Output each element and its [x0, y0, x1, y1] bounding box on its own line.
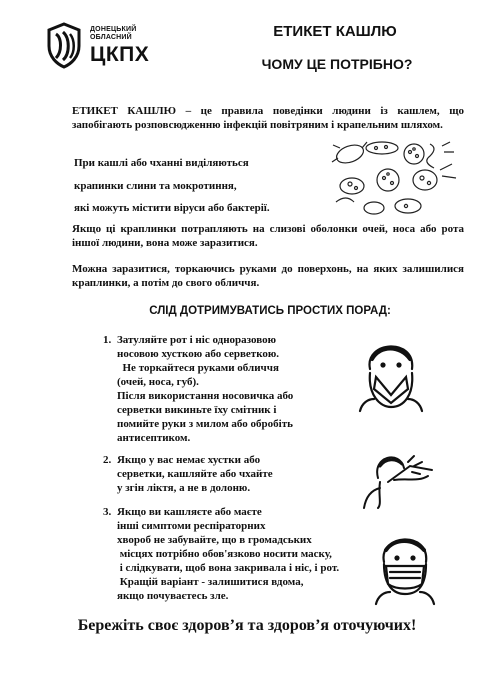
- tip-text: Якщо ви кашляєте або маєте інші симптоми респіраторних хвороб не забувайте, що в громадських місцях потрібно обов'язково носити маску, і слідкувати, щоб вона закривала і ніс, і рот. Кращій варіант - залишитися вдома, якщо почуваєтесь зле.: [117, 506, 340, 602]
- cough-line-3: які можуть містити віруси або бактерії.: [74, 202, 270, 214]
- tip-number: 3.: [103, 506, 112, 518]
- org-line-1: ДОНЕЦЬКИЙ: [90, 26, 137, 33]
- page-title: ЕТИКЕТ КАШЛЮ: [273, 23, 397, 40]
- logo-emblem-icon: [46, 22, 82, 68]
- cough-line-2: крапинки слини та мокротиння,: [74, 180, 237, 192]
- org-abbreviation: ЦКПХ: [90, 43, 150, 66]
- microbes-illustration: [330, 136, 462, 220]
- tip-number: 1.: [103, 334, 112, 346]
- footer-slogan: Бережіть своє здоров’я та здоров’я оточуючих!: [77, 617, 417, 634]
- logo-text-small: [90, 26, 136, 42]
- tip-text: Якщо у вас немає хустки або серветки, кашляйте або чхайте у згін ліктя, а не в долоню.: [117, 454, 273, 494]
- tip-text: Затуляйте рот і ніс одноразовою носовою хусткою або серветкою. Не торкайтеся руками обличчя (очей, носа, губ). Після використання носовичка або серветки викиньте їху смітник і помийте руки з милом або обробіть антисептиком.: [117, 334, 294, 444]
- page-subtitle: ЧОМУ ЦЕ ПОТРІБНО?: [261, 56, 413, 72]
- advice-heading: СЛІД ДОТРИМУВАТИСЬ ПРОСТИХ ПОРАД:: [149, 305, 391, 317]
- tip-number: 2.: [103, 454, 112, 466]
- intro-paragraph: ЕТИКЕТ КАШЛЮ – це правила поведінки людини із кашлем, що запобігають розповсюдженню інфекцій повітряним і крапельним шляхом.: [72, 105, 464, 131]
- mask-wearing-illustration: [372, 528, 436, 604]
- infection-paragraph-1: Якщо ці краплинки потрапляють на слизові оболонки очей, носа або рота іншої людини, вона може заразитися.: [72, 223, 464, 249]
- cough-line-1: При кашлі або чханні виділяються: [74, 157, 249, 169]
- organization-logo: [46, 22, 166, 72]
- org-line-2: ОБЛАСНИЙ: [90, 34, 132, 41]
- infection-paragraph-2: Можна заразитися, торкаючись руками до поверхонь, на яких залишилися краплинки, а потім до свого обличчя.: [72, 263, 464, 289]
- cover-mouth-illustration: [356, 333, 426, 411]
- sneeze-elbow-illustration: [358, 448, 438, 508]
